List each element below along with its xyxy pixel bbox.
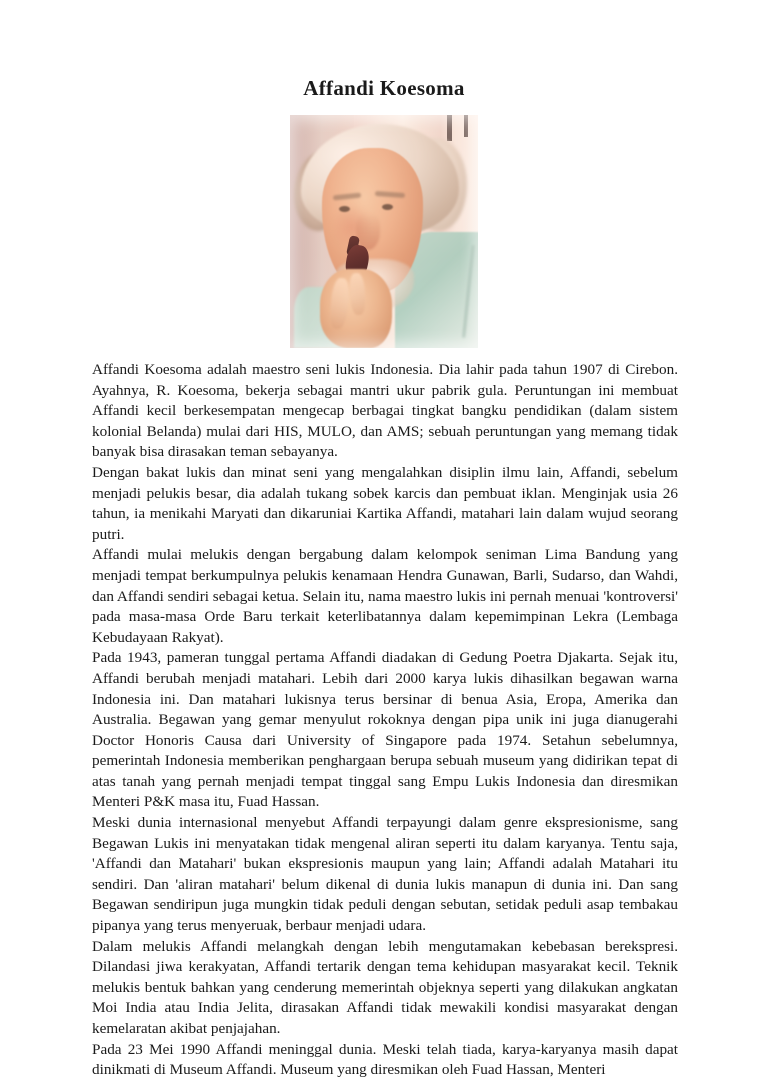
photo-background-stripe	[464, 115, 468, 137]
paragraph: Affandi Koesoma adalah maestro seni lukis Indonesia. Dia lahir pada tahun 1907 di Cirebon. Ayahnya, R. Koesoma, bekerja sebagai mantri ukur pabrik gula. Peruntungan ini membuat Affandi kecil berkesempatan mengecap berbagai tingkat bangku pendidikan (dalam sistem kolonial Belanda) mulai dari HIS, MULO, dan AMS; sebuah peruntungan yang memang tidak banyak bisa dirasakan teman sebayanya.	[92, 361, 678, 461]
paragraph: Dengan bakat lukis dan minat seni yang mengalahkan disiplin ilmu lain, Affandi, sebelum menjadi pelukis besar, dia adalah tukang sobek karcis dan pembuat iklan. Menginjak usia 26 tahun, ia menikahi Maryati dan dikaruniai Kartika Affandi, matahari lain dalam wujud seorang putri.	[92, 463, 678, 543]
paragraph: Dalam melukis Affandi melangkah dengan lebih mengutamakan kebebasan berekspresi. Dilandasi jiwa kerakyatan, Affandi tertarik dengan tema kehidupan masyarakat kecil. Teknik melukis bentuk bahkan yang cenderung memerintah objeknya seperti yang dilakukan angkatan Moi India atau India Jelita, dirasakan Affandi tidak mewakili kondisi masyarakat dengan kemelaratan akibat penjajahan.	[92, 937, 678, 1037]
paragraph: Meski dunia internasional menyebut Affandi terpayungi dalam genre ekspresionisme, sang Begawan Lukis ini menyatakan tidak mengenal aliran seperti itu dalam karyanya. Tentu saja, 'Affandi dan Matahari' bukan ekspresionis maupun yang lain; Affandi adalah Matahari itu sendiri. Dan 'aliran matahari' belum dikenal di dunia lukis manapun di dunia ini. Dan sang Begawan sendiripun juga mungkin tidak peduli dengan sebutan, setidak peduli asap tembakau pipanya yang terus menyeruak, berbaur menjadi udara.	[92, 814, 678, 935]
paragraph: Pada 23 Mei 1990 Affandi meninggal dunia. Meski telah tiada, karya-karyanya masih dapat dinikmati di Museum Affandi. Museum yang diresmikan oleh Fuad Hassan, Menteri	[92, 1040, 678, 1079]
article-body	[0, 348, 768, 1081]
page-title: Affandi Koesoma	[303, 76, 465, 100]
eye-right	[382, 204, 393, 210]
paragraph: Pada 1943, pameran tunggal pertama Affandi diadakan di Gedung Poetra Djakarta. Sejak itu, Affandi berubah menjadi matahari. Lebih dari 2000 karya lukis dihasilkan begawan warna Indonesia ini. Dan matahari lukisnya terus bersinar di benua Asia, Eropa, Amerika dan Australia. Begawan yang gemar menyulut rokoknya dengan pipa unik ini juga dianugerahi Doctor Honoris Causa dari University of Singapore pada 1974. Setahun sebelumnya, pemerintah Indonesia memberikan penghargaan berupa sebuah museum yang didirikan tepat di atas tanah yang pernah menjadi tempat tinggal sang Empu Lukis Indonesia dan diresmikan Menteri P&K masa itu, Fuad Hassan.	[92, 649, 678, 811]
paragraph: Affandi mulai melukis dengan bergabung dalam kelompok seniman Lima Bandung yang menjadi tempat berkumpulnya pelukis kenamaan Hendra Gunawan, Barli, Sudarso, dan Wahdi, dan Affandi sendiri sebagai ketua. Selain itu, nama maestro lukis ini pernah menuai 'kontroversi' pada masa-masa Orde Baru terkait keterlibatannya dalam kepemimpinan Lekra (Lembaga Kebudayaan Rakyat).	[92, 546, 678, 646]
portrait-figure	[0, 115, 768, 348]
photo-background-stripe	[447, 115, 452, 141]
portrait-photo	[290, 115, 478, 348]
eye-left	[339, 206, 350, 212]
